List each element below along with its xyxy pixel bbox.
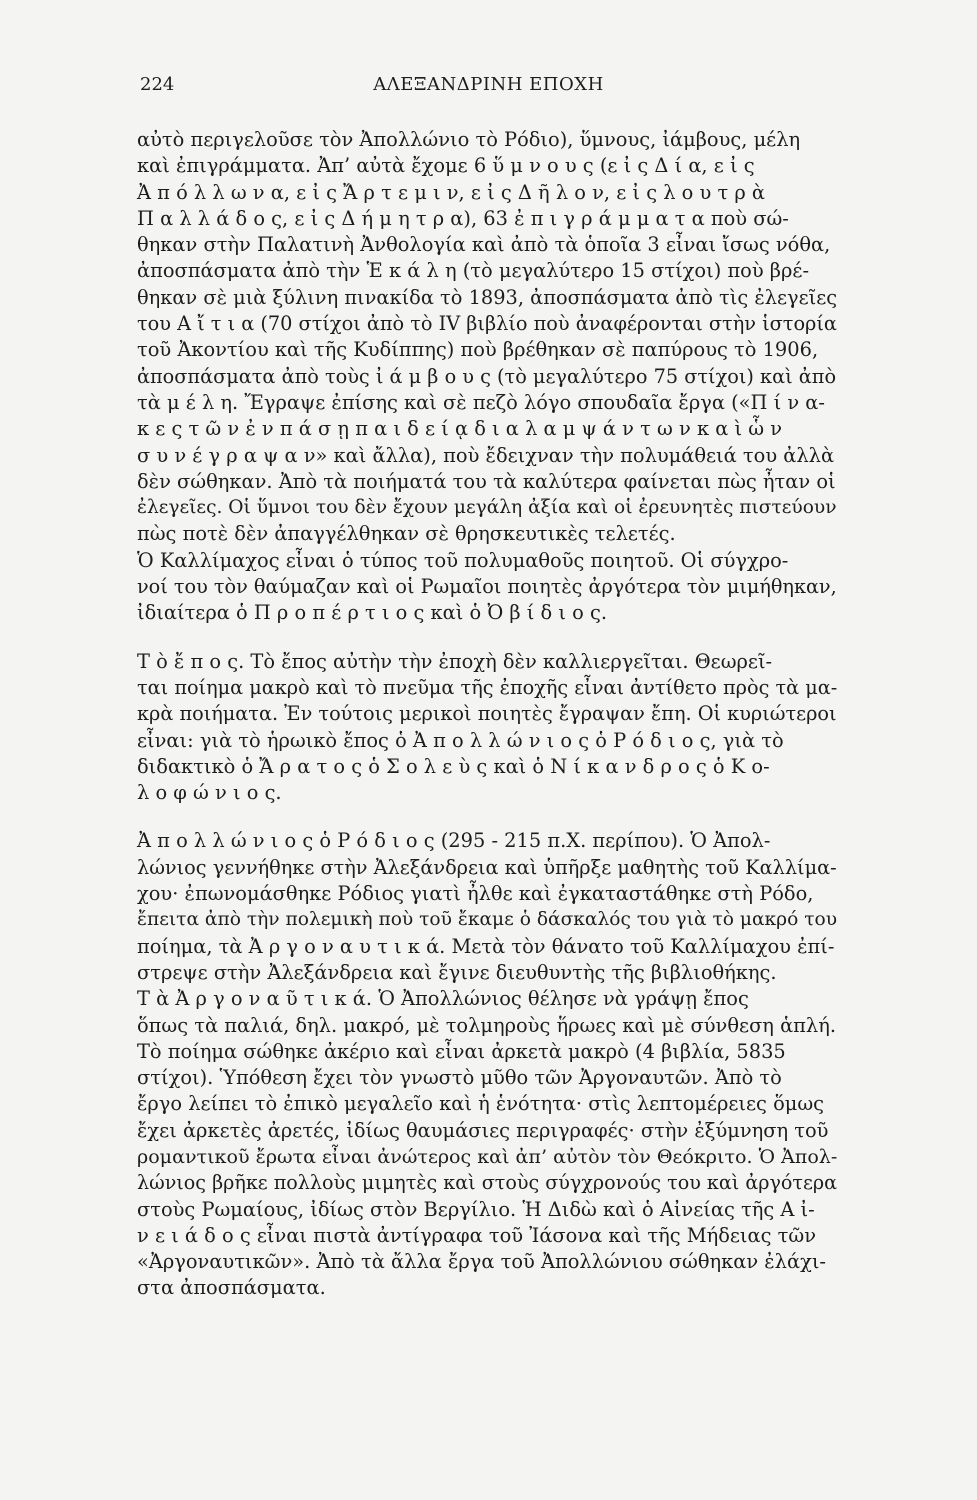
text-line: κρὰ ποιήματα. Ἐν τούτοις μερικοὶ ποιητὲς ἔγραψαν ἔπη. Οἱ κυριώτεροι xyxy=(137,702,837,726)
text-line: ρομαντικοῦ ἔρωτα εἶναι ἀνώτερος καὶ ἀπ’ αὐτὸν τὸν Θεόκριτο. Ὁ Ἀπολ- xyxy=(137,1145,838,1168)
text-line: ἔχει ἀρκετὲς ἀρετές, ἰδίως θαυμάσιες περιγραφές· στὴν ἐξύμνηση τοῦ xyxy=(137,1118,829,1142)
text-line: ἀποσπάσματα ἀπὸ τοὺς ἰ ά μ β ο υ ς (τὸ μεγαλύτερο 75 στίχοι) καὶ ἀπὸ xyxy=(137,364,837,388)
page-header xyxy=(0,74,977,104)
text-line: Τ ὰ Ἀ ρ γ ο ν α ῦ τ ι κ ά. Ὁ Ἀπολλώνιος θέλησε νὰ γράψῃ ἔπος xyxy=(137,987,749,1011)
text-line: σ υ ν έ γ ρ α ψ α ν» καὶ ἄλλα), ποὺ ἔδειχναν τὴν πολυμάθειά του ἀλλὰ xyxy=(137,443,835,467)
text-line: καὶ ἐπιγράμματα. Ἀπ’ αὐτὰ ἔχομε 6 ὕ μ ν ο υ ς (ε ἰ ς Δ ί α, ε ἰ ς xyxy=(137,154,755,178)
text-line: ν ε ι ά δ ο ς εἶναι πιστὰ ἀντίγραφα τοῦ Ἰάσονα καὶ τῆς Μήδειας τῶν xyxy=(137,1223,816,1247)
text-line: Τ ὸ ἔ π ο ς. Τὸ ἔπος αὐτὴν τὴν ἐποχὴ δὲν καλλιεργεῖται. Θεωρεῖ- xyxy=(137,649,773,673)
text-line: Π α λ λ ά δ ο ς, ε ἰ ς Δ ή μ η τ ρ α), 63 ἐ π ι γ ρ ά μ μ α τ α ποὺ σώ- xyxy=(137,206,789,230)
text-line: θηκαν σὲ μιὰ ξύλινη πινακίδα τὸ 1893, ἀποσπάσματα ἀπὸ τὶς ἐλεγεῖες xyxy=(137,285,838,309)
text-line: ποίημα, τὰ Ἀ ρ γ ο ν α υ τ ι κ ά. Μετὰ τὸν θάνατο τοῦ Καλλίμαχου ἐπί- xyxy=(137,934,835,958)
text-line: ἰδιαίτερα ὁ Π ρ ο π έ ρ τ ι ο ς καὶ ὁ Ὀ β ί δ ι ο ς. xyxy=(137,601,608,625)
text-line: στρεψε στὴν Ἀλεξάνδρεια καὶ ἔγινε διευθυντὴς τῆς βιβλιοθήκης. xyxy=(137,960,777,984)
page-number: 224 xyxy=(140,74,175,95)
text-line: τὰ μ έ λ η. Ἔγραψε ἐπίσης καὶ σὲ πεζὸ λόγο σπουδαῖα ἔργα («Π ί ν α- xyxy=(137,390,825,414)
text-line: διδακτικὸ ὁ Ἄ ρ α τ ο ς ὁ Σ ο λ ε ὺ ς καὶ ὁ Ν ί κ α ν δ ρ ο ς ὁ Κ ο- xyxy=(137,754,770,778)
text-line: δὲν σώθηκαν. Ἀπὸ τὰ ποιήματά του τὰ καλύτερα φαίνεται πὼς ἦταν οἱ xyxy=(137,469,836,493)
text-line: στοὺς Ρωμαίους, ἰδίως στὸν Βεργίλιο. Ἡ Διδὼ καὶ ὁ Αἰνείας τῆς Α ἰ- xyxy=(137,1197,815,1221)
text-line: Ὁ Καλλίμαχος εἶναι ὁ τύπος τοῦ πολυμαθοῦς ποιητοῦ. Οἱ σύγχρο- xyxy=(137,548,789,572)
text-line: «Ἀργοναυτικῶν». Ἀπὸ τὰ ἄλλα ἔργα τοῦ Ἀπολλώνιου σώθηκαν ἐλάχι- xyxy=(137,1250,826,1274)
text-line: ται ποίημα μακρὸ καὶ τὸ πνεῦμα τῆς ἐποχῆς εἶναι ἀντίθετο πρὸς τὰ μα- xyxy=(137,675,838,699)
text-line: στα ἀποσπάσματα. xyxy=(137,1276,326,1300)
section-gap xyxy=(137,627,837,649)
text-line: κ ε ς τ ῶ ν ἐ ν π ά σ ῃ π α ι δ ε ί ᾳ δ ι α λ α μ ψ ά ν τ ω ν κ α ὶ ὧ ν xyxy=(137,417,783,441)
text-line: τοῦ Ἀκοντίου καὶ τῆς Κυδίππης) ποὺ βρέθηκαν σὲ παπύρους τὸ 1906, xyxy=(137,338,819,362)
text-line: εἶναι: γιὰ τὸ ἡρωικὸ ἔπος ὁ Ἀ π ο λ λ ώ ν ι ο ς ὁ Ρ ό δ ι ο ς, γιὰ τὸ xyxy=(137,728,784,752)
running-title: ΑΛΕΞΑΝΔΡΙΝΗ ΕΠΟΧΗ xyxy=(373,74,604,95)
text-line: ἀποσπάσματα ἀπὸ τὴν Ἑ κ ά λ η (τὸ μεγαλύτερο 15 στίχοι) ποὺ βρέ- xyxy=(137,259,810,283)
text-section xyxy=(137,649,837,807)
text-line: Τὸ ποίημα σώθηκε ἀκέριο καὶ εἶναι ἀρκετὰ μακρὸ (4 βιβλία, 5835 xyxy=(137,1039,786,1063)
text-section xyxy=(137,828,837,1301)
text-section xyxy=(137,127,837,627)
text-line: ἔργο λείπει τὸ ἐπικὸ μεγαλεῖο καὶ ἡ ἑνότητα· στὶς λεπτομέρειες ὅμως xyxy=(137,1092,825,1116)
text-line: λώνιος γεννήθηκε στὴν Ἀλεξάνδρεια καὶ ὑπῆρξε μαθητὴς τοῦ Καλλίμα- xyxy=(137,855,837,879)
section-gap xyxy=(137,806,837,828)
text-line: αὐτὸ περιγελοῦσε τὸν Ἀπολλώνιο τὸ Ρόδιο), ὕμνους, ἰάμβους, μέλη xyxy=(137,128,801,151)
text-line: Ἀ π ο λ λ ώ ν ι ο ς ὁ Ρ ό δ ι ο ς (295 - 215 π.Χ. περίπου). Ὁ Ἀπολ- xyxy=(137,829,771,853)
text-line: θηκαν στὴν Παλατινὴ Ἀνθολογία καὶ ἀπὸ τὰ ὁποῖα 3 εἶναι ἴσως νόθα, xyxy=(137,233,831,257)
text-line: πὼς ποτὲ δὲν ἀπαγγέλθηκαν σὲ θρησκευτικὲς τελετές. xyxy=(137,522,676,546)
text-line: ἔπειτα ἀπὸ τὴν πολεμικὴ ποὺ τοῦ ἔκαμε ὁ δάσκαλός του γιὰ τὸ μακρό του xyxy=(137,909,838,931)
text-line: χου· ἐπωνομάσθηκε Ρόδιος γιατὶ ἦλθε καὶ ἐγκαταστάθηκε στὴ Ρόδο, xyxy=(137,882,814,906)
text-line: ἐλεγεῖες. Οἱ ὕμνοι του δὲν ἔχουν μεγάλη ἀξία καὶ οἱ ἐρευνητὲς πιστεύουν xyxy=(137,497,837,519)
body-text xyxy=(137,127,837,1302)
text-line: λ ο φ ώ ν ι ο ς. xyxy=(137,781,282,805)
text-line: του Α ἴ τ ι α (70 στίχοι ἀπὸ τὸ IV βιβλίο ποὺ ἀναφέρονται στὴν ἱστορία xyxy=(137,312,837,336)
text-line: στίχοι). Ὑπόθεση ἔχει τὸν γνωστὸ μῦθο τῶν Ἀργοναυτῶν. Ἀπὸ τὸ xyxy=(137,1066,782,1090)
text-line: νοί του τὸν θαύμαζαν καὶ οἱ Ρωμαῖοι ποιητὲς ἀργότερα τὸν μιμήθηκαν, xyxy=(137,575,837,599)
text-line: λώνιος βρῆκε πολλοὺς μιμητὲς καὶ στοὺς σύγχρονούς του καὶ ἀργότερα xyxy=(137,1171,838,1195)
text-line: Ἀ π ό λ λ ω ν α, ε ἰ ς Ἄ ρ τ ε μ ι ν, ε ἰ ς Δ ῆ λ ο ν, ε ἰ ς λ ο υ τ ρ ὰ xyxy=(137,180,766,204)
text-line: ὅπως τὰ παλιά, δηλ. μακρό, μὲ τολμηροὺς ἥρωες καὶ μὲ σύνθεση ἁπλή. xyxy=(137,1013,836,1037)
